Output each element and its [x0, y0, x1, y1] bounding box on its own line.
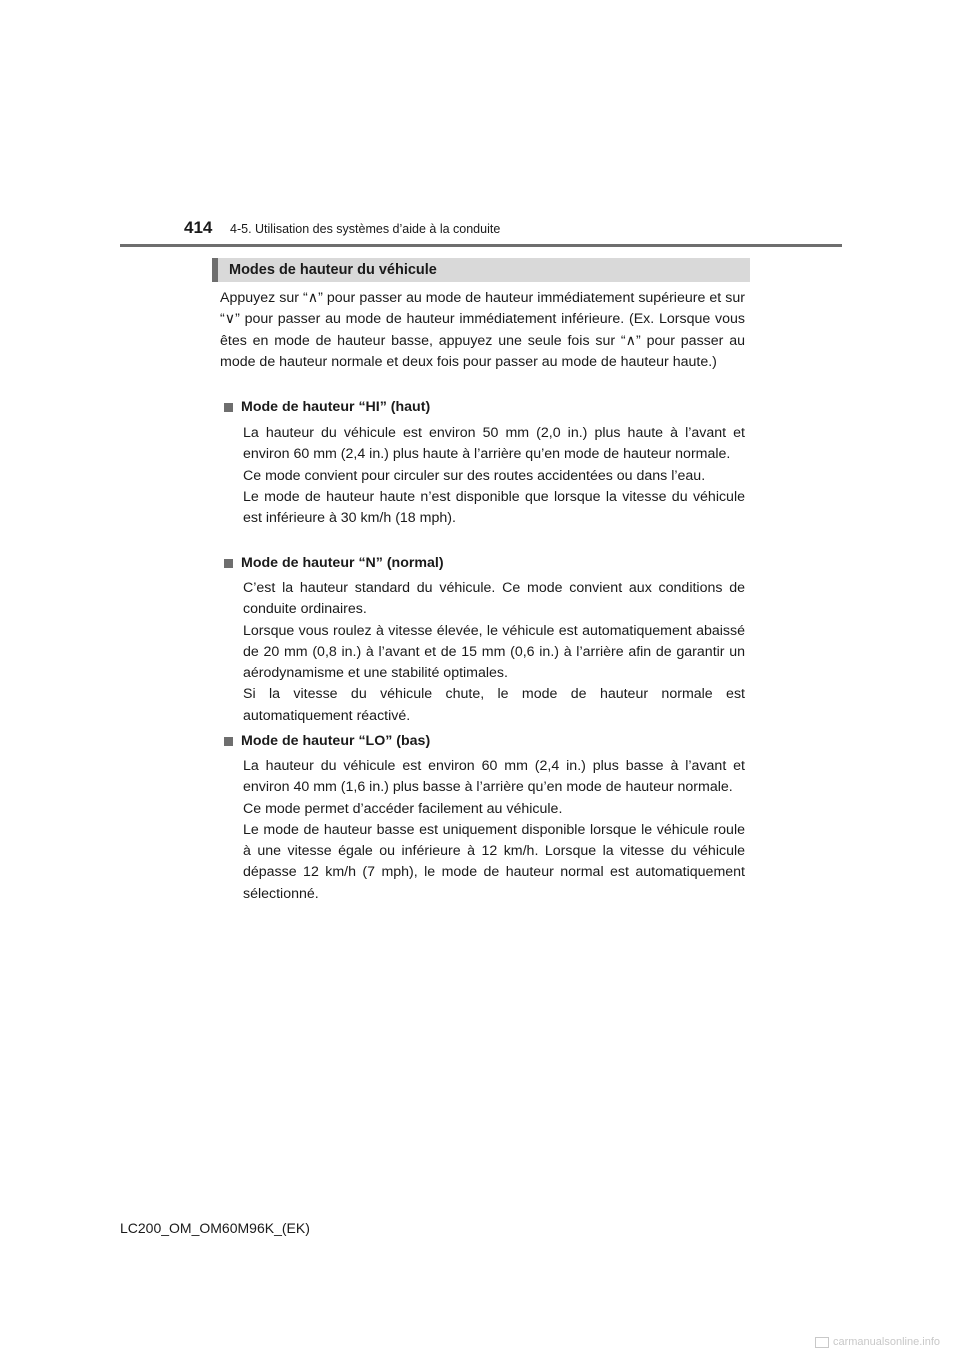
mode-title: Mode de hauteur “LO” (bas)	[241, 733, 431, 749]
mode-paragraph: C’est la hauteur standard du véhicule. Ce mode convient aux conditions de conduite ordinaires.	[243, 580, 745, 618]
mode-body-lo	[243, 756, 745, 905]
mode-paragraph: La hauteur du véhicule est environ 60 mm (2,4 in.) plus basse à l’avant et environ 40 mm (1,6 in.) plus basse à l’arrière qu’en mode de hauteur normale.	[243, 758, 745, 796]
mode-body-hi	[243, 423, 745, 529]
watermark-link[interactable]	[815, 1336, 940, 1348]
mode-paragraph: La hauteur du véhicule est environ 50 mm (2,0 in.) plus haute à l’avant et environ 60 mm (2,4 in.) plus haute à l’arrière qu’en mode de hauteur normale.	[243, 425, 745, 463]
mode-paragraph: Lorsque vous roulez à vitesse élevée, le véhicule est automatiquement abaissé de 20 mm (0,8 in.) à l’avant et de 15 mm (0,6 in.) à l’arrière afin de garantir un aérodynamisme et une stabilité optimales.	[243, 622, 745, 682]
mode-heading-n	[224, 553, 744, 574]
mode-heading-lo	[224, 731, 744, 752]
mode-paragraph: Ce mode permet d’accéder facilement au véhicule.	[243, 800, 563, 817]
section-intro: Appuyez sur “∧” pour passer au mode de hauteur immédiatement supérieure et sur “∨” pour passer au mode de hauteur immédiatement inférieure. (Ex. Lorsque vous êtes en mode de hauteur basse, appuyez une seule fois sur “∧” pour passer au mode de hauteur normale et deux fois pour passer au mode de hauteur haute.)	[220, 290, 745, 370]
page-number: 414	[184, 218, 213, 237]
book-icon	[815, 1337, 829, 1348]
mode-paragraph: Le mode de hauteur basse est uniquement disponible lorsque le véhicule roule à une vitesse égale ou inférieure à 12 km/h. Lorsque la vitesse du véhicule dépasse 12 km/h (7 mph), le mode de hauteur normal est automatiquement sélectionné.	[243, 821, 745, 902]
bullet-square-icon	[224, 737, 233, 746]
mode-paragraph: Le mode de hauteur haute n’est disponible que lorsque la vitesse du véhicule est inférieure à 30 km/h (18 mph).	[243, 488, 745, 527]
chapter-title: 4-5. Utilisation des systèmes d’aide à la conduite	[230, 222, 501, 236]
mode-heading-hi	[224, 397, 744, 418]
mode-title: Mode de hauteur “HI” (haut)	[241, 399, 431, 415]
mode-paragraph: Si la vitesse du véhicule chute, le mode de hauteur normale est automatiquement réactivé.	[243, 686, 745, 724]
section-title: Modes de hauteur du véhicule	[229, 262, 437, 278]
bullet-square-icon	[224, 403, 233, 412]
section-header	[212, 258, 750, 282]
document-id: LC200_OM_OM60M96K_(EK)	[120, 1220, 310, 1236]
mode-paragraph: Ce mode convient pour circuler sur des routes accidentées ou dans l’eau.	[243, 467, 706, 484]
header-rule	[120, 244, 842, 247]
bullet-square-icon	[224, 559, 233, 568]
mode-title: Mode de hauteur “N” (normal)	[241, 555, 444, 571]
watermark-text: carmanualsonline.info	[832, 1336, 940, 1348]
mode-body-n	[243, 578, 745, 727]
